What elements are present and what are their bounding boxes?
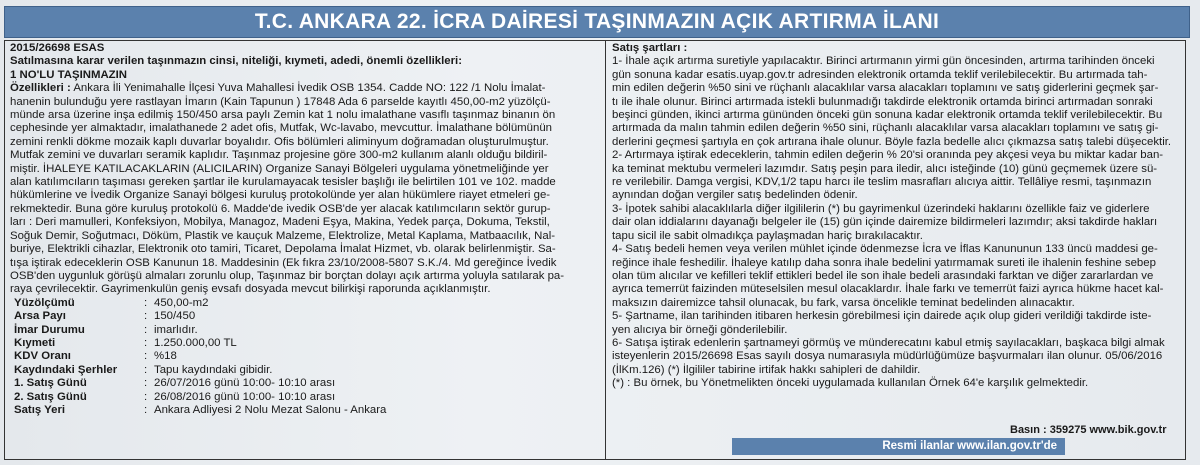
section-heading: Satılmasına karar verilen taşınmazın cinsi, niteliği, kıymeti, adedi, önemli özellikleri: [10,55,462,68]
fact-key: Kıymeti [14,336,56,349]
features-text-line: alan katılımcıların taşıması gereken şartlar ile kurulamayacak tesisler başlığı ile belirtilen 101 ve 102. madde [10,176,556,189]
notice-title: T.C. ANKARA 22. İCRA DAİRESİ TAŞINMAZIN AÇIK ARTIRMA İLANI [4,6,1190,38]
conditions-line: reğince ihale feshedilir. İhaleye katılıp daha sonra ihale bedelini yatırmamak sureti ile ihalenin feshine sebep [612,256,1156,269]
publisher-reference: Basın : 359275 www.bik.gov.tr [1010,424,1167,436]
conditions-line: tı ile ihale olunur. Birinci artırmada istekli bulunmadığı takdirde elektronik ortamda birinci artırmadan sonraki [612,95,1153,108]
features-text-line: tışa iştirak edeceklerin OSB Kanunun 18. Maddesinin (Ek fıkra 23/10/2008-5807 S.K./4. Md gereğince İvedik [10,256,557,269]
conditions-line: artırmada da malın tahmin edilen değerin %50 sini, rüçhanlı alacaklılar varsa alacakları toplamını ve satış gi- [612,122,1159,135]
fact-value: 26/08/2016 günü 10:00- 10:10 arası [154,390,336,403]
features-text-line: zemini renkli dökme mozaik kaplı duvarlar boyalıdır. Ofis bölümleri aliminyum doğramadan oluşturulmuştur. [10,135,549,148]
conditions-line: aynından doğan vergiler satış bedelinden ödenir. [612,189,858,202]
fact-row-vat: KDV Oranı : %18 [10,350,600,363]
column-divider [605,40,606,460]
features-text-line: OSB'den uygunluk görüşü almaları zorunlu olup, Taşınmaz bir borçtan dolayı açık artırma yoluyla satılarak pa- [10,269,565,282]
fact-value: %18 [154,350,177,363]
fact-key: KDV Oranı [14,350,71,363]
right-column [612,42,1182,391]
features-text-line: miştir. İHALEYE KATILACAKLARIN (ALICILARIN) Organize Sanayi Bölgeleri uygulama yönetmeliğinde yer [10,162,549,175]
fact-key: Yüzölçümü [14,296,75,309]
fact-row-sale-place: Satış Yeri : Ankara Adliyesi 2 Nolu Mezat Salonu - Ankara [10,404,600,417]
fact-row-sale-day-2: 2. Satış Günü : 26/08/2016 günü 10:00- 10:10 arası [10,391,600,404]
conditions-line: 2- Artırmaya iştirak edeceklerin, tahmin edilen değerin % 20'si oranında pey akçesi veya bu miktar kadar ban- [612,149,1164,162]
fact-value: Ankara Adliyesi 2 Nolu Mezat Salonu - Ankara [154,403,387,416]
fact-key: Kaydındaki Şerhler [14,363,118,376]
features-text-line: Ankara İli Yenimahalle İlçesi Yuva Mahallesi İvedik OSB 1354. Cadde NO: 122 /1 Nolu İmalat- [73,82,546,95]
features-text-line: Mutfak zemini ve duvarları seramik kaplıdır. Taşınmaz projesine göre 300-m2 kullanım alanlı olduğu bildiril- [10,149,548,162]
fact-row-sale-day-1: 1. Satış Günü : 26/07/2016 günü 10:00- 10:10 arası [10,377,600,390]
property-number: 1 NO'LU TAŞINMAZIN [10,68,128,81]
conditions-line: 4- Satış bedeli hemen veya verilen mühlet içinde ödenmezse İcra ve İflas Kanununun 133 üncü maddesi ge- [612,243,1158,256]
features-text-line: cephesinde yer almaktadır, imalathanede 2 adet ofis, Mutfak, Wc-lavabo, mevcuttur. İmalathane bölümünün [10,122,552,135]
fact-key: İmar Durumu [14,323,85,336]
fact-key: 1. Satış Günü [14,377,87,390]
conditions-line: 1- İhale açık artırma suretiyle yapılacaktır. Birinci artırmanın yirmi gün öncesinden, artırma tarihinden önceki [612,55,1155,68]
features-text-line: hanenin bulunduğu yere rastlayan İmarın (Kain Tapunun ) 17848 Ada 6 parselde kayıtlı 450,00-m2 yüzölçü- [10,95,551,108]
fact-row-annotations: Kaydındaki Şerhler : Tapu kaydındaki gibidir. [10,364,600,377]
features-text-line: Soğuk Demir, Soğutmacı, Döküm, Plastik ve kauçuk Malzeme, Elektrolize, Metal Kaplama, Matbaacılık, Nal- [10,229,556,242]
conditions-line: (İlKm.126) (*) İlgililer tabirine irtifak hakkı sahipleri de dahildir. [612,363,921,376]
conditions-line: derlerini geçmesi şartıyla en çok artırana ihale olunur. Böyle fazla bedelle alıcı çıkmazsa satış talebi düşecektir. [612,135,1172,148]
conditions-line: gün sonuna kadar esatis.uyap.gov.tr adresinden elektronik ortamda teklif verilebilecektir. Bu artırmada tah- [612,68,1148,81]
fact-row-value: Kıymeti : 1.250.000,00 TL [10,337,600,350]
conditions-line: maksızın dairemizce tahsil olunacak, bu fark, varsa öncelikle teminat bedelinden alınacaktır. [612,296,1075,309]
fact-value: 450,00-m2 [154,296,209,309]
fact-row-land-share: Arsa Payı : 150/450 [10,310,600,323]
conditions-line: min edilen değerin %50 sini ve rüçhanlı alacaklılar varsa alacakları toplamını ve satış giderlerini geçmek şar- [612,82,1159,95]
conditions-line: yen alıcıya bir örneği gönderilebilir. [612,323,788,336]
fact-key: Satış Yeri [14,403,66,416]
conditions-line: olan tüm alıcılar ve kefilleri teklif ettikleri bedel ile son ihale bedeli arasındaki farktan ve diğer zararlardan ve [612,269,1154,282]
features-label: Özellikleri : [10,82,71,95]
fact-key: 2. Satış Günü [14,390,87,403]
features-text-line: buriye, Elektrikli cihazlar, Elektronik oto tamiri, Ticaret, Depolama İmalat Hizmet, vb. olarak belirlenmiştir. Sa- [10,243,556,256]
features-text-line: münde arsa üzerine inşa edilmiş 150/450 arsa paylı Zemin kat 1 nolu imalathane vasıflı taşınmaz binanın ön [10,109,556,122]
features-text-line: ları : Deri mamulleri, Konfeksiyon, Mobilya, Managoz, Madeni Eşya, Makina, Yedek parça, Dokuma, Tekstil, [10,216,550,229]
conditions-line: tapu sicil ile sabit olmadıkça paylaşmadan hariç bırakılacaktır. [612,229,923,242]
fact-value: Tapu kaydındaki gibidir. [154,363,273,376]
conditions-line: 3- İpotek sahibi alacaklılarla diğer ilgililerin (*) bu gayrimenkul üzerindeki haklarını özellikle faiz ve giderlere [612,202,1150,215]
conditions-line: ayrıca temerrüt faizinden müteselsilen mesul olacaklardır. İhale farkı ve temerrüt faizi ayrıca hükme hacet kal- [612,283,1164,296]
features-text-line: hükümlerine ve İvedik Organize Sanayi bölgesi kuruluş protokolünde yer alan hükümlere riayet etmeleri ge- [10,189,551,202]
features-text-line: raya çevrilecektir. Gayrimenkulün geniş evsafı dosyada mevcut bilirkişi raporunda açıklanmıştır. [10,283,491,296]
fact-value: 1.250.000,00 TL [154,336,237,349]
case-number: 2015/26698 ESAS [10,42,105,54]
fact-row-zoning: İmar Durumu : imarlıdır. [10,324,600,337]
fact-row-area: Yüzölçümü : 450,00-m2 [10,297,600,310]
conditions-heading: Satış şartları : [612,42,688,54]
footnote: (*) : Bu örnek, bu Yönetmelikten önceki uygulamada kullanılan Örnek 64'e karşılık gelmektedir. [612,377,1089,390]
fact-key: Arsa Payı [14,310,66,323]
features-first-line [10,82,600,95]
conditions-line: 5- Şartname, ilan tarihinden itibaren herkesin görebilmesi için dairede açık olup gideri verildiği takdirde iste- [612,310,1152,323]
features-text-line: rekmektedir. Buna göre kuruluş protokolü 6. Madde'de ivedik OSB'de yer alacak katılımcıların sektör gurup- [10,202,551,215]
fact-value: 26/07/2016 günü 10:00- 10:10 arası [154,377,336,390]
fact-value: 150/450 [154,310,196,323]
official-ads-banner: Resmi ilanlar www.ilan.gov.tr'de [732,438,1065,455]
conditions-line: dair olan iddialarını dayanağı belgeler ile (15) gün içinde dairemize bildirmeleri lazımdır; aksi takdirde hakları [612,216,1158,229]
fact-value: imarlıdır. [154,323,198,336]
left-column [10,42,600,417]
conditions-line: beşinci günden, ikinci artırma gününden önceki gün sonuna kadar elektronik ortamda teklif verilebilecektir. Bu [612,109,1163,122]
conditions-line: isteyenlerin 2015/26698 Esas sayılı dosya numarasıyla müdürlüğümüze başvurmaları ilan olunur. 05/06/2016 [612,350,1163,363]
conditions-line: re verilebilir. Damga vergisi, KDV,1/2 tapu harcı ile teslim masrafları alıcıya aittir. Tellâliye resmi, taşınmazın [612,176,1152,189]
conditions-line: 6- Satışa iştirak edenlerin şartnameyi görmüş ve münderecatını kabul etmiş sayılacakları, başkaca bilgi almak [612,336,1165,349]
conditions-line: ka teminat mektubu vermeleri lazımdır. Satış peşin para iledir, alıcı isteğinde (10) günü geçmemek üzere sü- [612,162,1158,175]
